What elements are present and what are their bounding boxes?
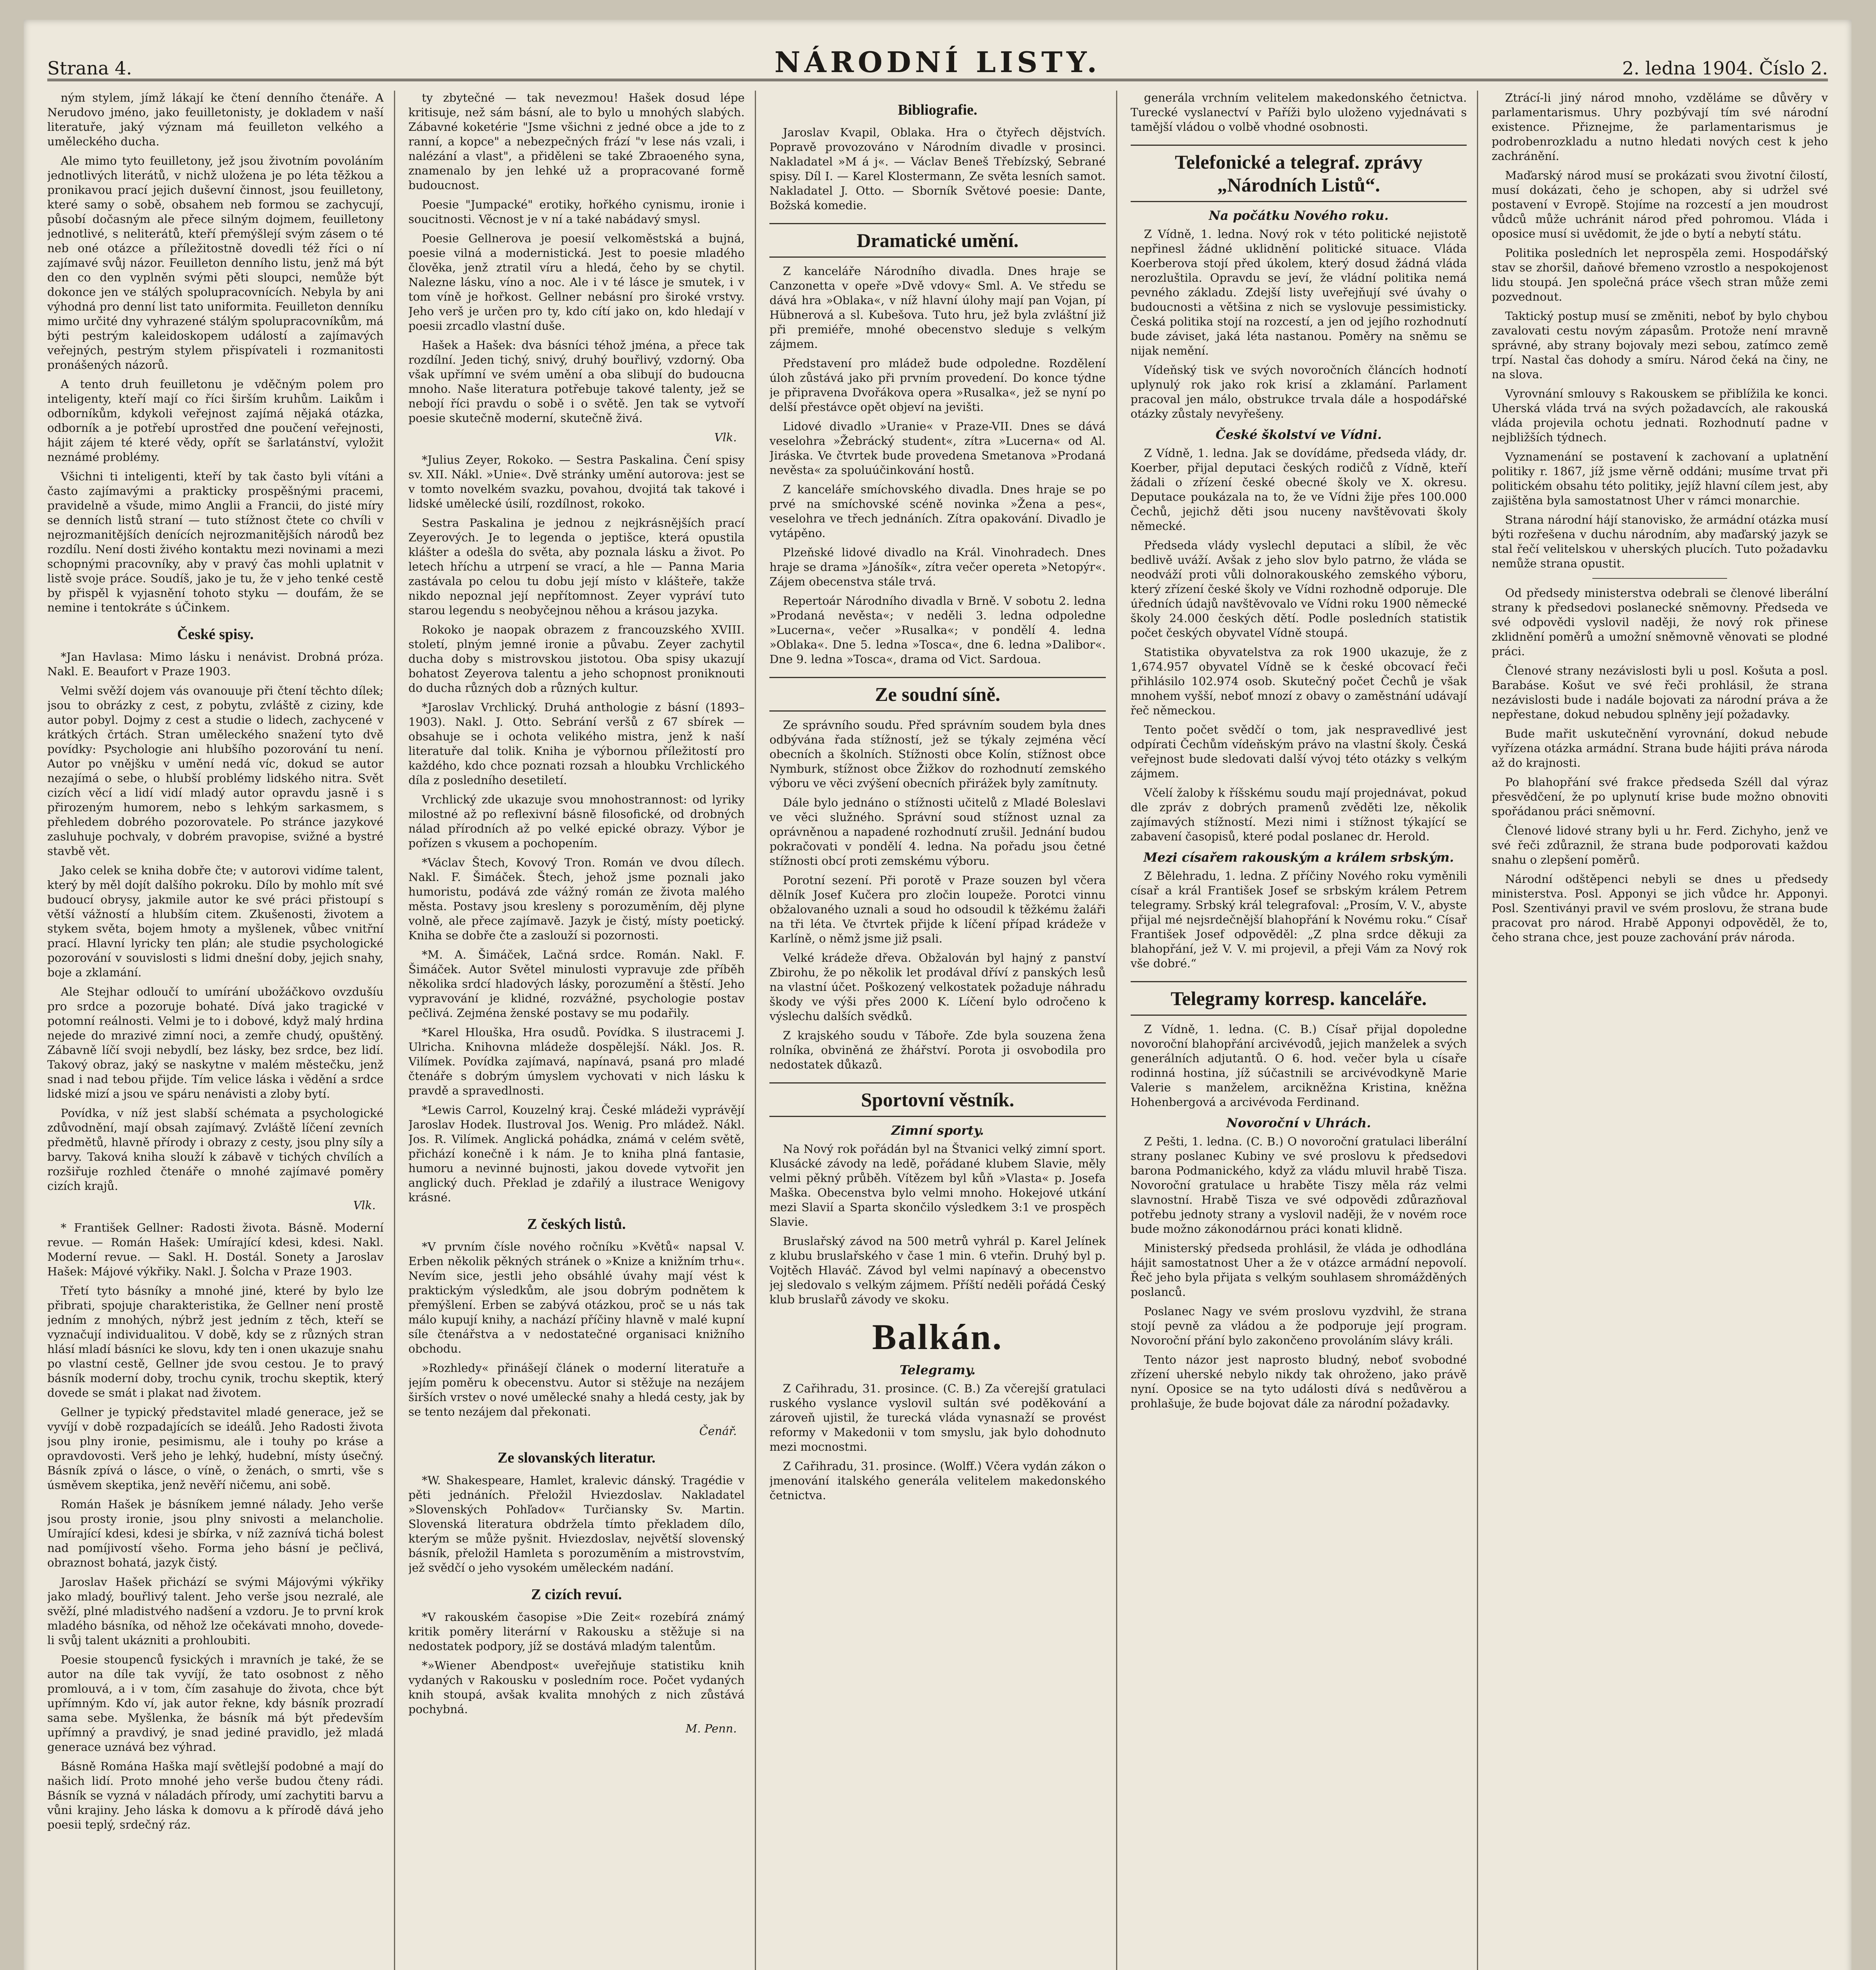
paragraph: Z krajského soudu v Táboře. Zde byla souzena žena rolníka, obviněná ze žhářství. Porota ji osvobodila pro nedostatek důkazů. xyxy=(769,1029,1106,1071)
text-columns xyxy=(47,91,1828,1970)
paragraph: Repertoár Národního divadla v Brně. V sobotu 2. ledna »Prodaná nevěsta«; v neděli 3. ledna odpoledne »Lucerna«, večer »Rusalka«; v pondělí 4. ledna »Oblaka«. Dne 5. ledna »Tosca«, dne 6. ledna »Dalibor«. Dne 9. ledna »Tosca«, drama od Vict. Sardoua. xyxy=(769,594,1106,666)
paragraph: A tento druh feuilletonu je vděčným polem pro inteligenty, kteří mají co říci širším kruhům. Laikům i odborníkům, kdykoli veřejnost zajímá nějaká otázka, odborník a je potřebí uprostřed dne poučení veřejnosti, hájit zájem té které vědy, opřít se šarlatánství, vyložit neznámé problémy. xyxy=(47,377,384,464)
paragraph: generála vrchním velitelem makedonského četnictva. Turecké vyslanectví v Paříži bylo uloženo vyjednávati s tamější vládou o volbě vhodné osobnosti. xyxy=(1130,91,1467,134)
subheading-ceske-skolstvi: České školství ve Vídni. xyxy=(1215,427,1382,442)
subheading-telegramy: Telegramy. xyxy=(899,1362,976,1377)
paragraph: Předseda vlády vyslechl deputaci a slíbil, že věc bedlivě uváží. Avšak z jeho slov bylo patrno, že vláda se neodváží proti vůli dolnorakouského zemského výboru, který zřízení české školy ve Vídni rozhodně odporuje. Dle úředních údajů navštěvovalo ve Vídni roku 1900 německé školy 24.000 českých dětí. Podle posledních statistik počet českých obyvatel Vídně stoupá. xyxy=(1130,539,1467,639)
paragraph: Od předsedy ministerstva odebrali se členové liberální strany k předsedovi poslanecké sněmovny. Předseda ve své odpovědi vyslovil naději, že nový rok přinese zklidnění poměrů a umožní sněmovně věnovati se plodné práci. xyxy=(1492,586,1828,658)
review-entry: *Jan Havlasa: Mimo lásku i nenávist. Drobná próza. Nakl. E. Beaufort v Praze 1903. xyxy=(47,650,384,678)
paragraph: Jako celek se kniha dobře čte; v autorovi vidíme talent, který by měl dojít dalšího pokroku. Dílo by mohlo mít své budoucí obrysy, jakmile autor ke své práci přistoupí s větší vážností a hlubším citem. Zkušenosti, životem a stykem světa, bojem hmoty a myšlenek, vůbec vnitřní prací. Hlavní lyricky ten plán; ale studie psychologické pozorování v souvislosti s lidmi dnešní doby, jejich snahy, boje a zklamání. xyxy=(47,864,384,979)
section-heading-cizi-revue: Z cizích revuí. xyxy=(531,1586,622,1603)
section-heading-dramaticke-umeni: Dramatické umění. xyxy=(769,223,1106,258)
review-entry: *M. A. Šimáček, Lačná srdce. Román. Nakl. F. Šimáček. Autor Světel minulosti vypravuje zde příběh několika srdcí hladových lásky, porozumění a štěstí. Jeho vypravování je klidné, rozvážné, psychologie postav pečlivá. Zejména ženské postavy se mu podařily. xyxy=(408,948,745,1020)
paragraph: Básně Románа Haška mají světlejší podobné a mají do našich lidí. Proto mnohé jeho verše budou čteny rádi. Básník se vyzná v náladách přírody, umí zachytiti barvu a vůni krajiny. Jeho láska k domovu a k přírodě dává jeho poesii teplý, srdečný ráz. xyxy=(47,1760,384,1831)
paragraph: Po blahopřání své frakce předseda Széll dal výraz přesvědčení, že po uplynutí krise bude možno obnoviti spořádanou práci sněmovní. xyxy=(1492,775,1828,818)
author-signature: Vlk. xyxy=(353,1199,376,1212)
paragraph: Národní odštěpenci nebyli se dnes u předsedy ministerstva. Posl. Apponyi se jich vůdce hr. Apponyi. Posl. Szentiványi pravil ve svém proslovu, že strana bude pracovat pro národ. Hrabě Apponyi odpověděl, že to, čeho strana chce, jest pouze zachování práv národa. xyxy=(1492,872,1828,944)
section-heading-sportovni-vestnik: Sportovní věstník. xyxy=(769,1082,1106,1117)
paragraph: Členové strany nezávislosti byli u posl. Košuta a posl. Barabáse. Košut ve své řeči prohlásil, že strana nezávislosti bude i nadále bojovati za národní práva a že nepřestane, dokud nebudou splněny její požadavky. xyxy=(1492,664,1828,721)
section-heading-balkan: Balkán. xyxy=(872,1317,1003,1357)
section-heading-telefonicke-zpravy: Telefonické a telegraf. zprávy „Národních Listů“. xyxy=(1131,145,1467,202)
paragraph: Vyznamenání se postavení k zachovaní a uplatnění politiky r. 1867, jíž jsme věrně oddáni; musíme trvat při politickém obsahu této politiky, jejíž hlavní cílem jest, aby zajištěna byla samostatnost Uher v rámci monarchie. xyxy=(1492,450,1828,507)
section-heading-telegramy-korresp: Telegramy korresp. kanceláře. xyxy=(1131,981,1467,1016)
paragraph: Vrchlický zde ukazuje svou mnohostrannost: od lyriky milostné až po reflexivní básně filosofické, od drobných nálad přírodních až po velké epické obrazy. Výbor je pořízen s vkusem a pochopením. xyxy=(408,793,745,850)
paragraph: Ale Stejhar odloučí to umírání ubožáčkovo ovzdušíu pro srdce a pozoruje bohaté. Dívá jako tragické v potomní reálnosti. Velmi je to i dobové, když malý hrdina nejede do mrazivé zimní noci, a zemře chudý, opuštěný. Zábavně líčí svoji nebydlí, bez lásky, bez srdce, bez lidí. Takový obraz, jaký se naskytne v malém městečku, jenž snad i nad tebou přijde. Tím velice láska i vědění a srdce lidské mizí a jsou ve spáru nenávisti a zloby bytí. xyxy=(47,985,384,1100)
paragraph: Bude mařit uskutečnění vyrovnání, dokud nebude vyřízena otázka armádní. Strana bude hájiti práva národa až do krajnosti. xyxy=(1492,727,1828,769)
review-entry: *W. Shakespeare, Hamlet, kralevic dánský. Tragédie v pěti jednáních. Přeložil Hviezdoslav. Nakladatel »Slovenských Pohľadov« Turčiansky Sv. Martin. Slovenská literatura obdržela tímto překladem dílo, kterým se může pyšnit. Hviezdoslav, největší slovenský básník, přeložil Hamleta s porozuměním a mistrovstvím, jež svědčí o jeho vysokém uměleckém nadání. xyxy=(408,1474,745,1574)
review-entry: *Lewis Carrol, Kouzelný kraj. České mládeži vyprávějí Jaroslav Hodek. Ilustroval Jos. Wenig. Pro mládež. Nákl. Jos. R. Vilímek. Anglická pohádka, známá v celém světě, přichází konečně i k nám. Je to kniha plná fantasie, humoru a nevinné bujnosti, jakou dovede vytvořit jen anglický duch. Překlad je zdařilý a ilustrace Wenigovy krásné. xyxy=(408,1103,745,1204)
newspaper-title: NÁRODNÍ LISTY. xyxy=(774,45,1101,79)
paragraph: Strana národní hájí stanovisko, že armádní otázka musí býti rozřešena v duchu národním, aby maďarský jazyk se stal řečí velitelskou v uherských plucích. Tuto požadavku nemůže strana opustit. xyxy=(1492,513,1828,570)
column-3 xyxy=(769,91,1117,1970)
paragraph: Vyrovnání smlouvy s Rakouskem se přiblížila ke konci. Uherská vláda trvá na svých požadavcích, ale rakouská vláda projevila ochotu jednati. Rozhodnutí padne v nejbližších týdnech. xyxy=(1492,387,1828,444)
section-heading-slovanske-literatury: Ze slovanských literatur. xyxy=(498,1450,656,1466)
paragraph: Maďarský národ musí se prokázati svou životní čilostí, musí dokázati, čeho je schopen, aby si udržel své postavení v Evropě. Stojíme na rozcestí a jen moudrost vůdců může uchránit národ před pohromou. Vláda i oposice musí si uvědomit, že jde o bytí a nebytí státu. xyxy=(1492,169,1828,240)
issue-date: 2. ledna 1904. Číslo 2. xyxy=(1622,58,1828,79)
paragraph: Poesie "Jumpacké" erotiky, hořkého cynismu, ironie i soucitnosti. Věcnost je v ní a také nabádavý smysl. xyxy=(408,198,745,226)
subheading-novy-rok: Na počátku Nového roku. xyxy=(1209,208,1389,223)
paragraph: *V rakouském časopise »Die Zeit« rozebírá známý kritik poměry literární v Rakousku a stěžuje si na nedostatek podpory, jíž se dostává mladým talentům. xyxy=(408,1610,745,1653)
paragraph: Ze správního soudu. Před správním soudem byla dnes odbývána řada stížností, jež se týkaly zejména věcí obecních a školních. Stížnosti obce Kolín, stížnost obce Nymburk, stížnost obce Žižkov do rozhodnutí zemského výboru ve věci zvýšení obecních přirážek byly zamítnuty. xyxy=(769,718,1106,790)
column-5 xyxy=(1492,91,1828,1970)
paragraph: Z Cařihradu, 31. prosince. (Wolff.) Včera vydán zákon o jmenování italského generála velitelem makedonského četnictva. xyxy=(769,1459,1106,1502)
paragraph: Jaroslav Kvapil, Oblaka. Hra o čtyřech dějstvích. Popravě provozováno v Národním divadle v prosinci. Nakladatel »M á j«. — Václav Beneš Třebízský, Sebrané spisy. Díl I. — Karel Klostermann, Ze světa lesních samot. Nakladatel J. Otto. — Sborník Světové poesie: Dante, Božská komedie. xyxy=(769,126,1106,212)
paragraph: *V prvním čísle nového ročníku »Květů« napsal V. Erben několik pěkných stránek o »Knize a knižním trhu«. Nevím sice, jestli jeho obsáhlé úvahy mají vést k praktickým výsledkům, ale jsou dobrým podnětem k přemýšlení. Erben se zabývá otázkou, proč se u nás tak málo kupují knihy, a nachází příčiny hlavně v malé kupní síle čtenářstva a v nedostatečné organisaci knižního obchodu. xyxy=(408,1240,745,1355)
paragraph: Tento počet svědčí o tom, jak nespravedlivé jest odpírati Čechům vídeňským právo na vlastní školy. Česká veřejnost bude sledovati další vývoj této otázky s velkým zájmem. xyxy=(1130,723,1467,780)
review-entry: * František Gellner: Radosti života. Básně. Moderní revue. — Román Hašek: Umírající kdesi, kdesi. Nakl. Moderní revue. — Sakl. H. Dostál. Sonety a Jaroslav Hašek: Májové výkřiky. Nakl. J. Šolcha v Praze 1903. xyxy=(47,1221,384,1278)
paragraph: Z Vídně, 1. ledna. Jak se dovídáme, předseda vlády, dr. Koerber, přijal deputaci českých rodičů z Vídně, kteří žádali o zřízení české obecné školy ve X. okresu. Deputace poukázala na to, že ve Vídni žije přes 100.000 Čechů, jejichž děti jsou nuceny navštěvovati školy německé. xyxy=(1130,446,1467,533)
section-heading-bibliografie: Bibliografie. xyxy=(898,102,977,118)
masthead xyxy=(47,35,1828,81)
paragraph: Jaroslav Hašek přichází se svými Májovými výkřiky jako mladý, bouřlivý talent. Jeho verše jsou nezralé, ale svěží, plné mladistvého nadšení a vzdoru. Je to první krok mladého básníka, od něhož lze očekávati mnoho, dovede-li svůj talent ukázniti a prohloubiti. xyxy=(47,1575,384,1647)
paragraph: Velmi svěží dojem vás ovanouuje při čtení těchto dílek; jsou to obrázky z cest, z pobytu, zvláště z ciziny, kde autor pobyl. Dojmy z cest a studie o lidech, zachycené v krátkých črtách. Stran uměleckého snažení tyto dvě povídky: Psychologie ani hlubšího pozorování tu není. Autor po vnějšku v umění nedá víc, dokud se autor nezajímá o sebe, o hlubší problémy lidského nitra. Svět cizích věcí a lidí vidí mladý autor opravdu jasně i s přirozeným humorem, nebo s lehkým sarkasmem, s přehledem dobrého pozorovatele. Po stránce jazykové zasluhuje pochvaly, v dobrém pravopise, svižné a bystré stavbě vět. xyxy=(47,684,384,858)
author-signature: M. Penn. xyxy=(685,1722,737,1735)
divider xyxy=(1592,578,1727,579)
paragraph: Z kanceláře smíchovského divadla. Dnes hraje se po prvé na smíchovské scéně novinka »Žena a pes«, veselohra ve třech jednáních. Zítra opakování. Divadlo je vytápěno. xyxy=(769,483,1106,540)
paragraph: *»Wiener Abendpost« uveřejňuje statistiku knih vydaných v Rakousku v posledním roce. Počet vydaných knih stoupá, avšak kvalita mnohých z nich zůstává pochybná. xyxy=(408,1659,745,1716)
paragraph: Povídka, v níž jest slabší schémata a psychologické zdůvodnění, mají obsah zajímavý. Zvláště líčení zevních předmětů, hlavně přírody i obrazy z cesty, jsou plny síly a barvy. Taková kniha slouží k zábavě v tichých chvílích a rozšiřuje rozhled čtenáře o mnohé zajímavé poměry cizích krajů. xyxy=(47,1106,384,1193)
author-signature: Vlk. xyxy=(714,431,737,444)
paragraph: Z Cařihradu, 31. prosince. (C. B.) Za včerejší gratulaci ruského vyslance vyslovil sultán své poděkování a zároveň ujistil, že turecká vláda vynasnaží se provést reformy v Makedonii v tom smyslu, jak bylo dohodnuto mezi mocnostmi. xyxy=(769,1382,1106,1453)
section-heading-ze-soudni-sine: Ze soudní síně. xyxy=(769,677,1106,712)
paragraph: Porotní sezení. Při porotě v Praze souzen byl včera dělník Josef Kučera pro zločin loupeže. Porotci vinnu obžalovaného uznali a soud ho odsoudil k těžkému žaláři na tři léta. Ve čtvrtek přijde k líčení případ krádeže v Karlíně, o němž jsme již psali. xyxy=(769,873,1106,945)
paragraph: Hašek a Hašek: dva básníci téhož jména, a přece tak rozdílní. Jeden tichý, snivý, druhý bouřlivý, vzdorný. Oba však upřímní ve svém umění a oba slibují do budoucna mnoho. Naše literatura potřebuje takové talenty, jež se nebojí říci pravdu o sobě i o světě. Jen tak se vytvoří poesie skutečně moderní, skutečně živá. xyxy=(408,338,745,425)
page-number: Strana 4. xyxy=(47,58,132,79)
paragraph: Z Pešti, 1. ledna. (C. B.) O novoroční gratulaci liberální strany poslanec Kubiny ve své proslovu k předsedovi barona Podmanického, když za vládu mluvil hrabě Tisza. Novoroční gratulace u hraběte Tiszy měla ráz velmi slavnostní. Hrabě Tisza ve své odpovědi zdůrazňoval potřebu jednoty strany a vyslovil naději, že v novém roce bude možno zákonodárnou práci konati klidně. xyxy=(1130,1135,1467,1236)
paragraph: Z Vídně, 1. ledna. Nový rok v této politické nejistotě nepřinesl žádné uklidnění politické situace. Vláda Koerberova stojí před úkolem, který dosud žádná vláda nerozluštila. Opravdu se jeví, že vládní politika nemá pevného základu. Zdejší listy uveřejňují své úvahy o budoucnosti a většina z nich se vyslovuje pessimisticky. Česká politika stojí na rozcestí, a jen od jejího rozhodnutí bude záviset, jaká léta nastanou. Poměry na sněmu se nijak nemění. xyxy=(1130,227,1467,357)
paragraph: Ztrácí-li jiný národ mnoho, vzděláme se důvěry v parlamentarismus. Uhry pozbývají tím své národní existence. Přiznejme, že parlamentarismus je podrobenrozkladu a nutno hledati nových cest k jeho zachránění. xyxy=(1492,91,1828,163)
paragraph: Lidové divadlo »Uranie« v Praze-VII. Dnes se dává veselohra »Žebrácký student«, zítra »Lucerna« od Al. Jiráska. Ve čtvrtek bude provedena Smetanova »Prodaná nevěsta« za spoluúčinkování hostů. xyxy=(769,420,1106,477)
review-entry: *Julius Zeyer, Rokoko. — Sestra Paskalina. Čení spisy sv. XII. Nákl. »Unie«. Dvě stránky umění autorova: jest se v tomto novelkém svazku, povahou, dvojitá tak takové i lidské umělecké úsilí, rozdílnost, rokoko. xyxy=(408,453,745,510)
paragraph: Román Hašek je básníkem jemné nálady. Jeho verše jsou prosty ironie, jsou plny snivosti a melancholie. Umírající kdesi, kdesi je sbírka, v níž zaznívá tichá bolest nad pomíjivostí všeho. Forma jeho básní je pečlivá, obraznost bohatá, jazyk čistý. xyxy=(47,1498,384,1569)
paragraph: Z Vídně, 1. ledna. (C. B.) Císař přijal dopoledne novoroční blahopřání arcivévodů, jejich manželek a svých generálních adjutantů. O 6. hod. večer byla u císaře rodinná hostina, jíž súčastnili se arcivévodkyně Marie Valerie s manželem, arcikněžna Kristina, kněžna Hohenbergová a arcivévoda Ferdinand. xyxy=(1130,1022,1467,1109)
paragraph: Sestra Paskalina je jednou z nejkrásnějších prací Zeyerových. Je to legenda o jeptišce, která opustila klášter a odešla do světa, aby poznala lásku a život. Po letech hříchu a utrpení se vrací, a hle — Panna Maria zastávala po celou tu dobu její místo v klášteře, takže nikdo nepoznal její nepřítomnost. Zeyer vypráví tuto starou legendu s neobyčejnou něhou a krásou jazyka. xyxy=(408,516,745,617)
paragraph: Všichni ti inteligenti, kteří by tak často byli vítáni a často zajímavými a prakticky prospěšnými pracemi, pravidelně a všude, mimo Anglii a Francii, do jisté míry se denních listů straní — tuto stížnost čtete co chvíli v nejrozmanitějších denících nejrozmanitějších národů bez rozdílu. Není dosti živého kontaktu mezi novinami a mezi schopnými pracovníky, aby v pravý čas mohli uplatnit v listě svoje práce. Soudíš, jako je tu, že v jeho tenké cestě by přispěl k vyjasnění tohoto styku — doufám, že se nemine i tentokráte s úČinkem. xyxy=(47,470,384,614)
paragraph: Třetí tyto básníky a mnohé jiné, které by bylo lze přibrati, spojuje charakteristika, že Gellner není prostě jedním z mnohých, nýbrž jest jedním z těch, kteří se vyznačují individualitou. V době, kdy se z různých stran hlásí mladí básníci ke slovu, kdy ten i onen ukazuje snahu po vlastní cestě, Gellner jde svou cestou. Je to pravý básník moderní doby, trochu cynik, trochu skeptik, který dovede se smát i plakat nad životem. xyxy=(47,1284,384,1399)
author-signature: Čenář. xyxy=(699,1424,737,1438)
subheading-zimni-sporty: Zimní sporty. xyxy=(891,1123,984,1138)
paragraph: Poesie Gellnerova je poesií velkoměstská a bujná, poesie vilná a modernistická. Jest to poesie mladého člověka, jenž ztratil víru a hledá, čeho by se chytil. Nalezne lásku, víno a noc. Ale i v té lásce je smutek, i v tom víně je hořkost. Gellner nebásní pro široké vrstvy. Jeho verš je určen pro ty, kdo cítí jako on, kdo hledají v poesii zrcadlo vlastní duše. xyxy=(408,232,745,333)
newspaper-page xyxy=(24,20,1852,1970)
paragraph: Z Bělehradu, 1. ledna. Z příčiny Nového roku vyměnili císař a král František Josef se srbským králem Petrem telegramy. Srbský král telegrafoval: „Prosím, V. V., abyste přijal mé nejsrdečnější blahopřání k Novému roku.“ Císař František Josef odpověděl: „Z plna srdce děkuji za blahopřání, jež V. V. mi projevil, a přeji Vám za Nový rok vše dobré.“ xyxy=(1130,869,1467,970)
column-4 xyxy=(1131,91,1479,1970)
paragraph: Ale mimo tyto feuilletony, jež jsou životním povoláním jednotlivých literátů, v nichž uložena je po léta těžkou a pronikavou prací jejich duševní činnost, jsou feuilletony, které samy o sobě, obsahem neb formou se zachycují, působí dočasným ale přece silným dojmem, feuilletony jednotlivé, s neliterátů, kteří přemýšlejí svým zásem o té neb oné otázce a příležitostně dovedli též říci o ní zajímavé svůj názor. Feuilleton denního listu, jenž má být den co den vyplněn svými pěti sloupci, nemůže být dokonce jen ve stálých spolupracovnících. Nebyla by ani výhodná pro denní list tato uniformita. Feuilleton denníku mimo určité dny vyhrazené stálým spolupracovníkům, má býti pestrým kaleidoskopem událostí a zajímavých veřejných, pestrým stylem přispívateli i rozmanitosti pronášených názorů. xyxy=(47,154,384,372)
subheading-novorocni-uhry: Novoroční v Uhrách. xyxy=(1226,1115,1371,1130)
paragraph: Poesie stoupenců fysických i mravních je také, že se autor na díle tak vyvíjí, že tato osobnost z něho promlouvá, a i v tom, čím zasahuje do života, chce být upřímným. Kdo ví, jak autor řekne, kdy básník prozradí sama sebe. Myšlenka, že básník má být především upřímný a pravdivý, je snad jediné pravidlo, jež mladá generace uznává bez výhrad. xyxy=(47,1653,384,1754)
paragraph: »Rozhledy« přinášejí článek o moderní literatuře a jejím poměru k obecenstvu. Autor si stěžuje na nezájem širších vrstev o nové umělecké snahy a hledá cesty, jak by se tento nezájem dal překonati. xyxy=(408,1361,745,1418)
review-entry: *Václav Štech, Kovový Tron. Román ve dvou dílech. Nakl. F. Šimáček. Štech, jehož jsme poznali jako humoristu, podává zde vážný román ze života malého města. Postavy jsou kresleny s porozuměním, děj plyne volně, ale přece zajímavě. Jazyk je čistý, místy poetický. Kniha se dobře čte a zaslouží si pozornosti. xyxy=(408,856,745,942)
review-entry: *Karel Hlouška, Hra osudů. Povídka. S ilustracemi J. Ulricha. Knihovna mládeže dospělejší. Nákl. Jos. R. Vilímek. Povídka zajímavá, napínavá, psaná pro mladé čtenáře s dobrým úmyslem vychovati v nich lásku k pravdě a spravedlnosti. xyxy=(408,1026,745,1097)
section-heading-ceske-spisy: České spisy. xyxy=(177,626,254,643)
paragraph: Taktický postup musí se změniti, neboť by bylo chybou zavalovati cestu novým zápasům. Protože není mravně správné, aby strany bojovaly mezi sebou, zatímco země trpí. Nastal čas dohody a smíru. Národ čeká na činy, ne na slova. xyxy=(1492,309,1828,381)
section-heading-z-ceskych-listu: Z českých listů. xyxy=(527,1216,626,1232)
paragraph: Politika posledních let neprospěla zemi. Hospodářský stav se zhoršil, daňové břemeno vzrostlo a nespokojenost lidu stoupá. Jen společná práce všech stran může zemi pozvednout. xyxy=(1492,246,1828,303)
paragraph: Představení pro mládež bude odpoledne. Rozdělení úloh zůstává jako při prvním provedení. Do konce týdne je připravena Dvořákova opera »Rusalka«, jež se nyní po delší přestávce opět objeví na jevišti. xyxy=(769,357,1106,414)
paragraph: Včelí žaloby k říšskému soudu mají projednávat, pokud dle zpráv z dobrých pramenů zvěděti lze, několik zajímavých stížností. Mezi nimi i stížnost týkající se zabavení časopisů, které podal poslanec dr. Herold. xyxy=(1130,786,1467,843)
paragraph: ným stylem, jímž lákají ke čtení denního čtenáře. A Nerudovo jméno, jako feuilletonisty, je dokladem v naší literatuře, jaký význam má feuilleton velkého a uměleckého ducha. xyxy=(47,91,384,148)
paragraph: Vídeňský tisk ve svých novoročních článcích hodnotí uplynulý rok jako rok krisí a zklamání. Parlament pracoval jen málo, obstrukce trvala dále a hospodářské otázky zůstaly nevyřešeny. xyxy=(1130,363,1467,420)
paragraph: Gellner je typický představitel mladé generace, jež se vyvíjí v době rozpadajících se ideálů. Jeho Radosti života jsou plny ironie, pesimismu, ale i touhy po kráse a opravdovosti. Verš jeho je lehký, hudební, místy úsečný. Básník zpívá o lásce, o víně, o ženách, o smrti, vše s úsměvem skeptika, jenž nevěří ničemu, ani sobě. xyxy=(47,1405,384,1492)
paragraph: Tento názor jest naprosto bludný, neboť svobodné zřízení uherské nebylo nikdy tak ohroženo, jako právě nyní. Oposice se na tyto události dívá s nedůvěrou a prohlašuje, že bude bojovat dále za národní požadavky. xyxy=(1130,1353,1467,1410)
paragraph: Z kanceláře Národního divadla. Dnes hraje se Canzonetta v opeře »Dvě vdovy« Sml. A. Ve středu se dává hra »Oblaka«, v níž hlavní úlohy mají pan Vojan, pí Hübnerová a sl. Kubešova. Tuto hru, jež byla zvláštní již při premiéře, mnohé obecenstvo sleduje s velkým zájmem. xyxy=(769,264,1106,351)
paragraph: Na Nový rok pořádán byl na Štvanici velký zimní sport. Klusácké závody na ledě, pořádané klubem Slavie, měly velmi pěkný průběh. Vítězem byl kůň »Vlasta« p. Josefa Maška. Obecenstva bylo velmi mnoho. Hokejové utkání mezi Slavií a Sparta skončilo výsledkem 3:1 ve prospěch Slavie. xyxy=(769,1142,1106,1228)
review-entry: *Jaroslav Vrchlický. Druhá anthologie z básní (1893–1903). Nakl. J. Otto. Sebrání veršů z 67 sbírek — obsahuje se i ochota velikého mistra, jenž k naší literatuře dal tolik. Kniha je výbornou příležitostí pro každého, kdo chce poznati rozsah a hloubku Vrchlického díla z posledního desetiletí. xyxy=(408,701,745,787)
paragraph: Bruslařský závod na 500 metrů vyhrál p. Karel Jelínek z klubu bruslařského v čase 1 min. 6 vteřin. Druhý byl p. Vojtěch Hlaváč. Závod byl velmi napínavý a obecenstvo jej sledovalo s velkým zájmem. Příští neděli pořádá Český klub bruslařů závody ve skoku. xyxy=(769,1234,1106,1306)
paragraph: Plzeňské lidové divadlo na Král. Vinohradech. Dnes hraje se drama »Jánošík«, zítra večer opereta »Netopýr«. Zájem obecenstva stále trvá. xyxy=(769,546,1106,588)
paragraph: Dále bylo jednáno o stížnosti učitelů z Mladé Boleslavi ve věci služného. Správní soud stížnost uznal za oprávněnou a napadené rozhodnutí zrušil. Jednání budou pokračovati v pondělí 4. ledna. Na pořadu jsou četné stížnosti obcí proti zemskému výboru. xyxy=(769,796,1106,868)
subheading-cisar-kral: Mezi císařem rakouským a králem srbským. xyxy=(1143,850,1454,865)
paragraph: Ministerský předseda prohlásil, že vláda je odhodlána hájit samostatnost Uher a že v otázce armádní nepovolí. Řeč jeho byla přijata s velkým souhlasem shromážděných poslanců. xyxy=(1130,1241,1467,1299)
paragraph: Statistika obyvatelstva za rok 1900 ukazuje, že z 1,674.957 obyvatel Vídně se k české obcovací řeči přihlásilo 102.974 osob. Skutečný počet Čechů je však mnohem vyšší, neboť mnozí z obavy o zaměstnání udávají řeč německou. xyxy=(1130,645,1467,717)
paragraph: Poslanec Nagy ve svém proslovu vyzdvihl, že strana stojí pevně za vládou a že podporuje její program. Novoroční přání bylo zakončeno provoláním slávy králi. xyxy=(1130,1305,1467,1347)
paragraph: Velké krádeže dřeva. Obžalován byl hajný z panství Zbirohu, že po několik let prodával dříví z panských lesů na vlastní účet. Poškozený velkostatek požaduje náhradu škody ve výši přes 2000 K. Líčení bylo odročeno k výslechu dalších svědků. xyxy=(769,951,1106,1023)
column-2 xyxy=(409,91,756,1970)
paragraph: ty zbytečné — tak nevezmou! Hašek dosud lépe kritisuje, než sám básní, ale to bylo u mnohých slabých. Zábavné koketérie "Jsme všichni z jedné obce a jde to z ranní, a kopce" a nebezpečných frází "v lese nás vzali, i nalézání a vlast", a přiděleni se také Zbraoeného syna, znamenalo by jen lehké už a propracované formě budoucnost. xyxy=(408,91,745,192)
paragraph: Rokoko je naopak obrazem z francouzského XVIII. století, plným jemné ironie a půvabu. Zeyer zachytil ducha doby s mistrovskou jistotou. Oba spisy ukazují bohatost Zeyerova talentu a jeho schopnost proniknouti do ducha různých dob a různých kultur. xyxy=(408,623,745,695)
paragraph: Členové lidové strany byli u hr. Ferd. Zichyho, jenž ve své řeči zdůraznil, že strana bude podporovati každou snahu o zlepšení poměrů. xyxy=(1492,824,1828,866)
column-1 xyxy=(47,91,395,1970)
